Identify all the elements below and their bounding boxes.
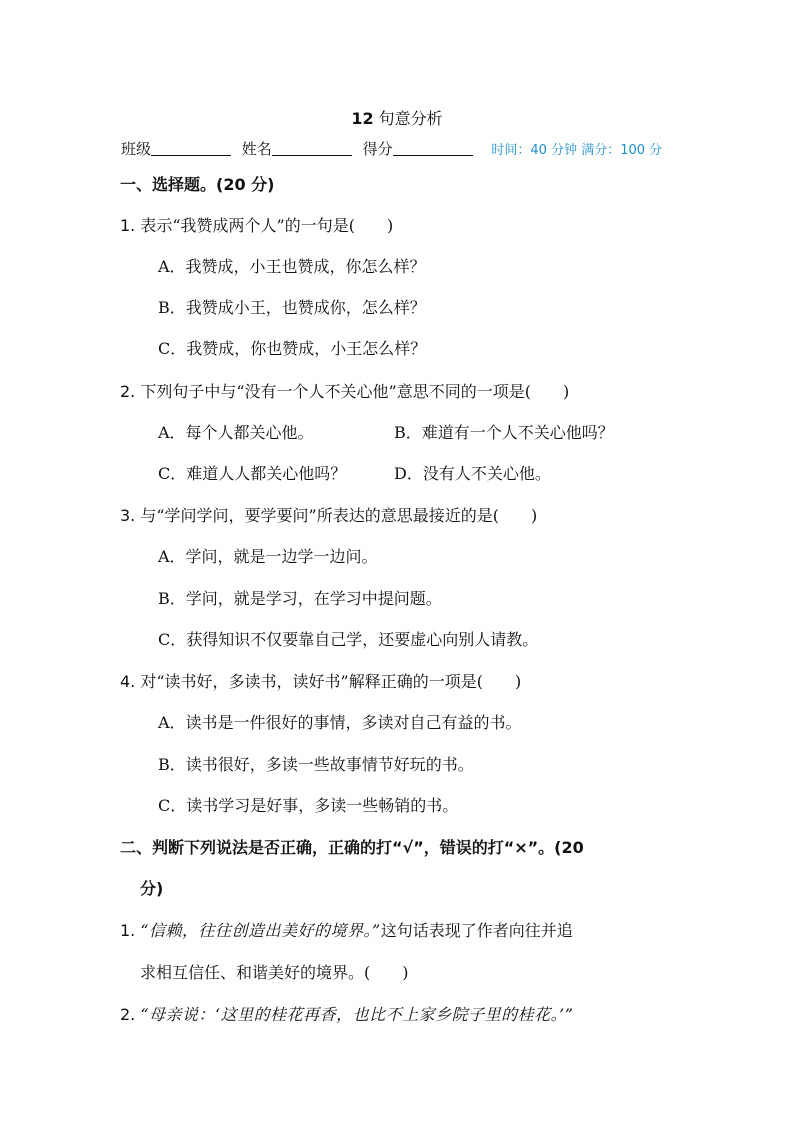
question-text: 下列句子中与“没有一个人不关心他”意思不同的一项是( ) <box>140 382 570 401</box>
score-blank[interactable] <box>393 139 473 156</box>
option-2c: C．难道人人都关心他吗？ <box>158 464 347 483</box>
judge-item-1 <box>120 918 573 941</box>
question-text: 对“读书好，多读书，读好书”解释正确的一项是( ) <box>140 672 522 691</box>
item-quote: “信赖，往往创造出美好的境界。” <box>140 921 381 940</box>
name-label: 姓名 <box>241 140 272 158</box>
option-1b: B．我赞成小王，也赞成你，怎么样？ <box>158 298 426 317</box>
question-1 <box>120 213 393 236</box>
question-4 <box>120 669 521 692</box>
question-3 <box>120 503 537 526</box>
question-number: 2. <box>120 382 136 401</box>
option-4c: C．读书学习是好事，多读一些畅销的书。 <box>158 796 459 815</box>
item-number: 1. <box>120 921 136 940</box>
option-3b: B．学问，就是学习，在学习中提问题。 <box>158 589 442 608</box>
question-text: 表示“我赞成两个人”的一句是( ) <box>140 216 394 235</box>
question-number: 3. <box>120 506 136 525</box>
question-number: 4. <box>120 672 136 691</box>
question-2 <box>120 379 569 402</box>
question-text: 与“学问学问，要学要问”所表达的意思最接近的是( ) <box>140 506 538 525</box>
section2-heading: 二、判断下列说法是否正确，正确的打“√”，错误的打“×”。(20 <box>120 838 584 857</box>
student-info-row <box>121 138 681 159</box>
section1-heading: 一、选择题。(20 分) <box>120 175 275 194</box>
score-label: 得分 <box>362 140 393 158</box>
item-text: 这句话表现了作者向往并追 <box>380 921 573 940</box>
question-number: 1. <box>120 216 136 235</box>
option-2b: B．难道有一个人不关心他吗？ <box>394 423 614 442</box>
option-2d: D．没有人不关心他。 <box>394 464 551 483</box>
class-blank[interactable] <box>151 139 231 156</box>
option-2a: A．每个人都关心他。 <box>158 423 314 442</box>
judge-item-2 <box>120 1002 573 1025</box>
section2-heading-cont: 分) <box>140 879 164 898</box>
page-title <box>0 106 794 129</box>
time-score-note: 时间：40 分钟 满分：100 分 <box>491 143 663 158</box>
option-3c: C．获得知识不仅要靠自己学，还要虚心向别人请教。 <box>158 630 539 649</box>
name-blank[interactable] <box>272 139 352 156</box>
option-4a: A．读书是一件很好的事情，多读对自己有益的书。 <box>158 713 522 732</box>
option-1c: C．我赞成，你也赞成，小王怎么样？ <box>158 339 427 358</box>
item-number: 2. <box>120 1005 136 1024</box>
item-quote: “母亲说：‘这里的桂花再香，也比不上家乡院子里的桂花。’” <box>140 1005 574 1024</box>
title-number: 12 <box>351 109 374 128</box>
option-4b: B．读书很好，多读一些故事情节好玩的书。 <box>158 755 474 774</box>
option-1a: A．我赞成，小王也赞成，你怎么样？ <box>158 257 426 276</box>
judge-item-1-cont: 求相互信任、和谐美好的境界。( ) <box>140 963 409 982</box>
title-text: 句意分析 <box>378 109 443 128</box>
class-label: 班级 <box>121 140 152 158</box>
option-3a: A．学问，就是一边学一边问。 <box>158 547 378 566</box>
